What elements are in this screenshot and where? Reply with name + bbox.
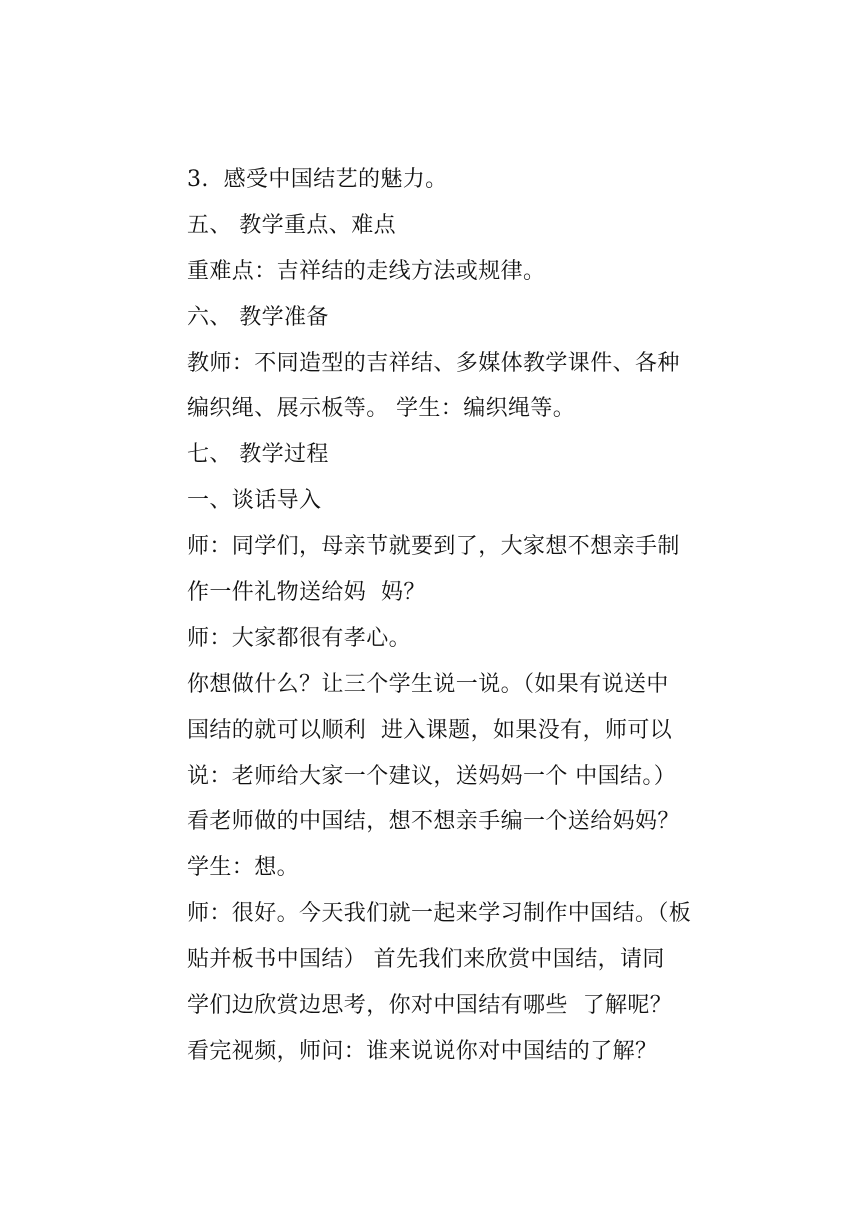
text-line: 你想做什么？让三个学生说一说。（如果有说送中 <box>187 671 669 697</box>
text-line: 教师：不同造型的吉祥结、多媒体教学课件、各种 <box>187 350 680 376</box>
text-line: 学们边欣赏边思考，你对中国结有哪些 了解呢？ <box>187 993 673 1019</box>
text-line: 看老师做的中国结，想不想亲手编一个送给妈妈？ <box>187 809 680 835</box>
text-line: 重难点：吉祥结的走线方法或规律。 <box>187 258 546 284</box>
section-heading: 六、 教学准备 <box>187 304 329 330</box>
text-line: 国结的就可以顺利 进入课题，如果没有，师可以 <box>187 717 673 743</box>
text-line: 师：大家都很有孝心。 <box>187 625 412 651</box>
section-heading: 五、 教学重点、难点 <box>187 212 396 238</box>
text-line: 作一件礼物送给妈 妈？ <box>187 580 426 606</box>
document-body <box>187 157 692 1075</box>
subsection-heading: 一、谈话导入 <box>187 488 322 514</box>
text-line: 贴并板书中国结） 首先我们来欣赏中国结，请同 <box>187 947 665 973</box>
text-line: 看完视频，师问：谁来说说你对中国结的了解？ <box>187 1038 658 1064</box>
text-line: 师：同学们，母亲节就要到了，大家想不想亲手制 <box>187 534 680 560</box>
section-heading: 七、 教学过程 <box>187 442 329 468</box>
text-line: 学生：想。 <box>187 855 300 881</box>
text-line: 3. 感受中国结艺的魅力。 <box>187 167 448 192</box>
text-line: 编织绳、展示板等。 学生：编织绳等。 <box>187 396 576 422</box>
text-line: 说：老师给大家一个建议，送妈妈一个 中国结。） <box>187 763 677 789</box>
text-line: 师：很好。今天我们就一起来学习制作中国结。（板 <box>187 901 692 927</box>
